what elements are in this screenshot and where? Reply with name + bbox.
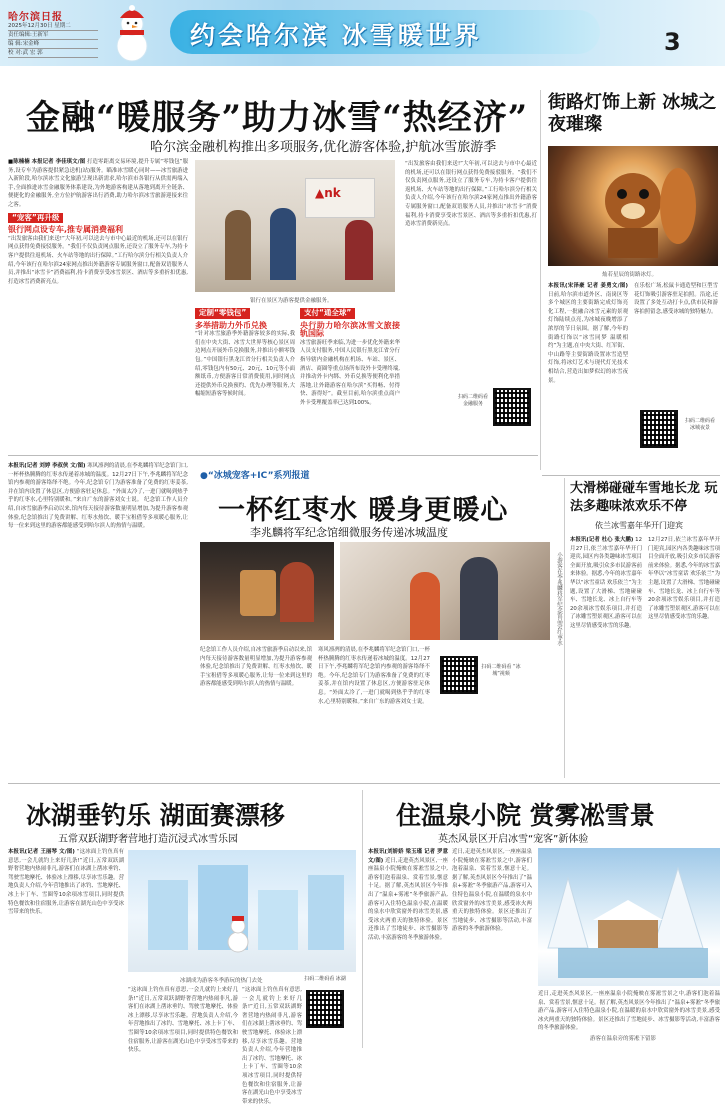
article1-column1	[8, 158, 188, 448]
museum-photo	[340, 542, 550, 640]
sidebar2-headline: 大滑梯碰碰车雪地长龙 玩法多趣味浓欢乐不停	[570, 481, 718, 514]
proof-line: 校 对:武 宏 郭	[8, 49, 98, 58]
article2-tagline: ●“冰城宠客+IC”系列报道	[200, 471, 310, 481]
article1-qr-code[interactable]	[493, 388, 531, 426]
sidebar2-byline: 本报讯(记者 杜心 张大鹏)	[570, 537, 634, 543]
sidebar1-qr-code[interactable]	[640, 410, 678, 448]
article1-section1-body: “出发旅客由我们来送!”大年初,可以送去与市中心最近的机场,还可以在银行网点获得免费接驳服务。“我们不仅负责网点服务,还设立了服务专车,为持卡客户提供往返机场、火车站等地的出行保障。”工行哈尔滨分行相关负责人介绍,今年该行在哈尔滨24家网点推出外籍游客专属服务窗口,配备双语服务人员,并推出“冰雪卡”消费福利,持卡消费享受冰雪景区、酒店等多重折扣优惠,打造冰雪消费新亮点。	[8, 235, 188, 285]
article3-photo-caption: 冰湖成为游客冬季游玩的热门去处	[180, 978, 263, 984]
sidebar2-body-cont: 12月27日,依兰冰雪嘉年华开门迎宾,园区内各类趣味冰雪项目全面开放,吸引众多市民游客前来体验。据悉,今年的冰雪嘉年华以“冰雪童话 欢乐依兰”为主题,设置了大滑梯、雪地碰碰车、雪地长龙、冰上自行车等20余项冰雪娱乐项目,并打造了冰雕雪塑景观区,游客可以在这里尽情感受冰雪的乐趣。	[648, 537, 720, 621]
layout-line: 编 辑:宋金峰	[8, 40, 98, 49]
child-figure	[410, 572, 440, 640]
issue-date: 2025年12月30日 星期二	[8, 22, 98, 31]
sidebar1-headline: 街路灯饰上新 冰城之夜璀璨	[548, 92, 717, 135]
article1-subhead: 哈尔滨金融机构推出多项服务,优化游客体验,护航冰雪旅游季	[150, 140, 497, 155]
sidebar1-body: 日前,哈尔滨市道外区、南岗区等多个城区的主要街路完成灯饰亮化工程,一批融合冰雪元素的景观灯饰陆续点亮,为冰城夜晚增添了浓厚的节日氛围。据了解,今年的街路灯饰以“冰雪同梦 温暖相约”为主题,在中央大街、红军街、中山路等主要街路设置冰雪造型灯饰,将冰灯艺术与现代灯光技术相结合,营造出如梦似幻的冰雪夜景。	[548, 291, 628, 384]
article4-photo-caption: 游客在温泉旁的雾凇下留影	[590, 1036, 657, 1042]
bank-photo-caption: 银行在景区为游客提供金融服务。	[250, 298, 333, 304]
article1-lead: 打造零距离交易环境,提升专属“零钱包”服务,设专车为游客提供紧急送机(站)服务。瞄准冰雪暖心同时——冰雪旅游进入新阶段,哈尔滨冰雪文化旅游呈现出新需求,哈尔滨市各银行从供需两端入手,全面推进冰雪金融服务体系建设,为外地游客构建从落地到离开全链条、便捷化的金融服务,全方位护航游客出行消费,助力哈尔滨冰雪旅游迎接来往之客。	[8, 159, 188, 208]
ice-castle-icon	[128, 850, 356, 972]
bank-photo	[195, 160, 395, 292]
article1-section3-sub: 央行助力哈尔滨冰雪文旅接轨国际	[300, 320, 400, 339]
person-figure	[280, 562, 314, 622]
newspaper-logo: 哈尔滨日报	[8, 12, 63, 23]
article3-headline: 冰湖垂钓乐 湖面赛漂移	[26, 801, 285, 830]
article3-qr-label: 扫码二维码看 冰湖	[304, 976, 346, 982]
article2-headline: 一杯红枣水 暖身更暖心	[218, 495, 509, 526]
article4-byline: 本报讯(刘娇娇 梁玉瑾 记者 罗意 文/图)	[368, 849, 448, 864]
article1-qr-label: 扫码二维码看 金融服务	[457, 394, 488, 407]
squirrel-lantern-icon	[548, 146, 718, 266]
ice-lake-photo	[128, 850, 356, 972]
article1-column2	[195, 305, 295, 450]
article4-body: 近日,走进英杰风景区,一座座温泉小院掩映在雾凇雪景之中,游客们泡着温泉、赏着雪景,惬意十足。据了解,英杰风景区今年推出了“温泉+雾凇”冬季旅游产品,游客可入住特色温泉小院,在温暖的泉水中欣赏窗外的冰雪美景,感受冰火两重天的独特体验。景区还推出了雪地徒步、冰雪摄影等活动,丰富游客的冬季旅游体验。	[368, 857, 448, 941]
hot-spring-photo	[538, 848, 720, 986]
article2-subhead: 李兆麟将军纪念馆细微服务传递冰城温度	[250, 526, 448, 539]
article4-body-cont: 近日,走进英杰风景区,一座座温泉小院掩映在雾凇雪景之中,游客们泡着温泉、赏着雪景,惬意十足。据了解,英杰风景区今年推出了“温泉+雾凇”冬季旅游产品,游客可入住特色温泉小院,在温暖的泉水中欣赏窗外的冰雪美景,感受冰火两重天的独特体验。景区还推出了雪地徒步、冰雪摄影等活动,丰富游客的冬季旅游体验。	[452, 849, 532, 933]
article3-body: “这冰面上钓鱼真有意思,一会儿就钓上来好几条!”近日,五常双跃湖野奢营地内热闹非凡,游客们在冰湖上凿冰垂钓、驾驶雪地摩托、体验冰上漂移,尽享冰雪乐趣。营地负责人介绍,今年营地推出了冰钓、雪地摩托、冰上卡丁车、雪圈等10余项冰雪项目,同时提供特色餐饮和住宿服务,让游客在湖光山色中享受冰雪带来的快乐。	[8, 849, 125, 916]
article2-body-cont2: 寒风凛冽的清晨,在李兆麟将军纪念馆门口,一杯杯热腾腾的红枣水传递着冰城的温度。12月27日下午,李兆麟将军纪念馆内参观的游客络绎不绝。今年,纪念馆专门为游客准备了免费的红枣姜茶,并在馆内设置了休息区,方便游客驻足休息。“外面太冷了,一进门就喝到热乎乎的红枣水,心里特别暖和。”来自广东的游客刘女士说。	[318, 647, 430, 705]
article4-subhead: 英杰风景区开启冰雪“宠客”新体验	[438, 834, 589, 845]
article4-column2	[452, 848, 532, 1046]
article3-column2	[128, 986, 238, 1054]
snowman-icon	[108, 4, 156, 64]
page-number: 3	[664, 28, 681, 56]
person-figure	[345, 220, 373, 280]
article1-section1-sub: 银行网点设专车,推专属消费福利	[8, 225, 124, 235]
sidebar2-subhead: 依兰冰雪嘉年华开门迎宾	[595, 521, 683, 530]
masthead	[0, 0, 725, 66]
bank-sign-icon: ▲nk	[315, 186, 341, 200]
person-figure	[270, 208, 296, 280]
article1-section1-title: “宠客”再升级	[8, 213, 63, 224]
article2-qr-label: 扫码二维码看 “冰城”视频	[481, 664, 521, 677]
article3-body-cont2: “这冰面上钓鱼真有意思,一会儿就钓上来好几条!”近日,五常双跃湖野奢营地内热闹非凡,游客们在冰湖上凿冰垂钓、驾驶雪地摩托、体验冰上漂移,尽享冰雪乐趣。营地负责人介绍,今年营地推出了冰钓、雪地摩托、冰上卡丁车、雪圈等10余项冰雪项目,同时提供特色餐饮和住宿服务,让游客在湖光山色中享受冰雪带来的快乐。	[242, 987, 302, 1105]
masthead-info	[8, 22, 98, 58]
article1-byline: ■陈楠楠 本报记者 李佳琪文/图	[8, 159, 86, 165]
sidebar2-column1	[570, 536, 642, 776]
article1-section2-sub: 多举措助力外币兑换	[195, 320, 267, 330]
article1-section3-body: 冰雪旅游旺季来临,为进一步优化外籍来华人员支付服务,中国人民银行黑龙江省分行指导辖内金融机构在机场、车站、景区、酒店、商圈等重点场所布设外卡受理终端,并推动外卡内绑、外币兑换等便利化举措落地,让外籍游客在哈尔滨“买得畅、付得快、游得好”。截至目前,哈尔滨重点商户外卡受理覆盖率已达到100%。	[300, 339, 400, 406]
article4-body-cont2: 近日,走进英杰风景区,一座座温泉小院掩映在雾凇雪景之中,游客们泡着温泉、赏着雪景,惬意十足。据了解,英杰风景区今年推出了“温泉+雾凇”冬季旅游产品,游客可入住特色温泉小院,在温暖的泉水中欣赏窗外的冰雪美景,感受冰火两重天的独特体验。景区还推出了雪地徒步、冰雪摄影等活动,丰富游客的冬季旅游体验。	[538, 991, 720, 1032]
article2-body: 寒风凛冽的清晨,在李兆麟将军纪念馆门口,一杯杯热腾腾的红枣水传递着冰城的温度。12月27日下午,李兆麟将军纪念馆内参观的游客络绎不绝。今年,纪念馆专门为游客准备了免费的红枣姜茶,并在馆内设置了休息区,方便游客驻足休息。“外面太冷了,一进门就喝到热乎乎的红枣水,心里特别暖和。”来自广东的游客刘女士说。	[8, 463, 188, 504]
article3-subhead: 五常双跃湖野奢营地打造沉浸式冰雪乐园	[58, 834, 238, 845]
sidebar1-qr-label: 扫码二维码看 冰城夜景	[684, 418, 715, 431]
article4-headline: 住温泉小院 赏雾凇雪景	[396, 801, 655, 830]
article3-body-cont: “这冰面上钓鱼真有意思,一会儿就钓上来好几条!”近日,五常双跃湖野奢营地内热闹非凡,游客们在冰湖上凿冰垂钓、驾驶雪地摩托、体验冰上漂移,尽享冰雪乐趣。营地负责人介绍,今年营地推出了冰钓、雪地摩托、冰上卡丁车、雪圈等10余项冰雪项目,同时提供特色餐饮和住宿服务,让游客在湖光山色中享受冰雪带来的快乐。	[128, 987, 238, 1054]
sidebar2-body: 12月27日,依兰冰雪嘉年华开门迎宾,园区内各类趣味冰雪项目全面开放,吸引众多市民游客前来体验。据悉,今年的冰雪嘉年华以“冰雪童话 欢乐依兰”为主题,设置了大滑梯、雪地碰碰车、雪地长龙、冰上自行车等20余项冰雪娱乐项目,并打造了冰雕雪塑景观区,游客可以在这里尽情感受冰雪的乐趣。	[570, 537, 642, 629]
article1-section3-body-cont: “出发旅客由我们来送!”大年初,可以送去与市中心最近的机场,还可以在银行网点获得免费接驳服务。“我们不仅负责网点服务,还设立了服务专车,为持卡客户提供往返机场、火车站等地的出行保障。”工行哈尔滨分行相关负责人介绍,今年该行在哈尔滨24家网点推出外籍游客专属服务窗口,配备双语服务人员,并推出“冰雪卡”消费福利,持卡消费享受冰雪景区、酒店等多重折扣优惠,打造冰雪消费新亮点。	[405, 161, 537, 228]
article1-section2-body: “针对冰雪旅游季外籍游客较多的实际,我们在中央大街、冰雪大世界等核心景区周边网点开展外币兑换服务,并推出小额零钱包。”中国银行黑龙江省分行相关负责人介绍,零钱包内有50元、20元、10元等小面额纸币,方便游客日常消费使用,同时网点还提供外币兑换预约、优先办理等服务,大幅缩短游客等候时间。	[195, 331, 295, 398]
article2-body2: 纪念馆工作人员介绍,自冰雪旅游季启动以来,馆内每天接待游客数量明显增加,为提升游客参观体验,纪念馆推出了免费讲解、红枣水热饮、暖手宝租借等多项暖心服务,让每一位来到这里的游客都能感受到哈尔滨人的热情与温暖。	[8, 497, 189, 530]
banner-title: 约会哈尔滨 冰雪暖世界	[190, 21, 482, 50]
article3-qr-code[interactable]	[306, 990, 344, 1028]
article2-byline: 本报讯(记者 刘婷 李叔侠 文/图)	[8, 463, 86, 469]
article4-column3	[538, 990, 720, 1032]
article1-headline: 金融“暖服务”助力冰雪“热经济”	[26, 98, 529, 138]
article2-qr-code[interactable]	[440, 656, 478, 694]
sidebar1-column1	[548, 282, 628, 468]
sidebar2-column2	[648, 536, 720, 776]
frosted-trees-icon	[538, 848, 720, 986]
article1-section2-title: 定制“零钱包”	[195, 308, 250, 319]
article1-column3	[300, 305, 400, 450]
article2-body-cont: 纪念馆工作人员介绍,自冰雪旅游季启动以来,馆内每天接待游客数量明显增加,为提升游客参观体验,纪念馆推出了免费讲解、红枣水热饮、暖手宝租借等多项暖心服务,让每一位来到这里的游客都能感受到哈尔滨人的热情与温暖。	[200, 647, 312, 688]
sidebar1-body2: 在乐松广场,松鼠卡通造型和巨型雪花灯饰吸引游客驻足拍照。沿途,还设置了多处互动打卡点,供市民和游客拍照留念,感受冰城的独特魅力。	[634, 283, 718, 315]
person-figure	[225, 210, 251, 280]
article1-section3-title: 支付“通全球”	[300, 308, 355, 319]
article3-byline: 本报讯(记者 王丽琴 文/图)	[8, 849, 75, 855]
sidebar1-photo-caption: 灿若星辰的街路冰灯。	[602, 272, 658, 278]
article2-column2	[200, 646, 312, 776]
article3-column3	[242, 986, 302, 1105]
sidebar1-byline: 本报讯(宋泽豪 记者 姜勇文/图)	[548, 283, 628, 289]
article2-photo-caption: 小游客在李兆麟将军纪念馆品尝红枣水	[556, 552, 562, 646]
cup-icon	[240, 570, 276, 616]
article4-column1	[368, 848, 448, 1046]
article3-column1	[8, 848, 124, 1046]
sidebar1-column2	[634, 282, 718, 400]
lantern-photo	[548, 146, 718, 266]
article2-column3	[318, 646, 430, 776]
editor-line: 责任编辑:王新军	[8, 31, 98, 40]
article2-column1	[8, 462, 188, 782]
person-figure	[460, 557, 498, 640]
red-date-water-photo	[200, 542, 334, 640]
